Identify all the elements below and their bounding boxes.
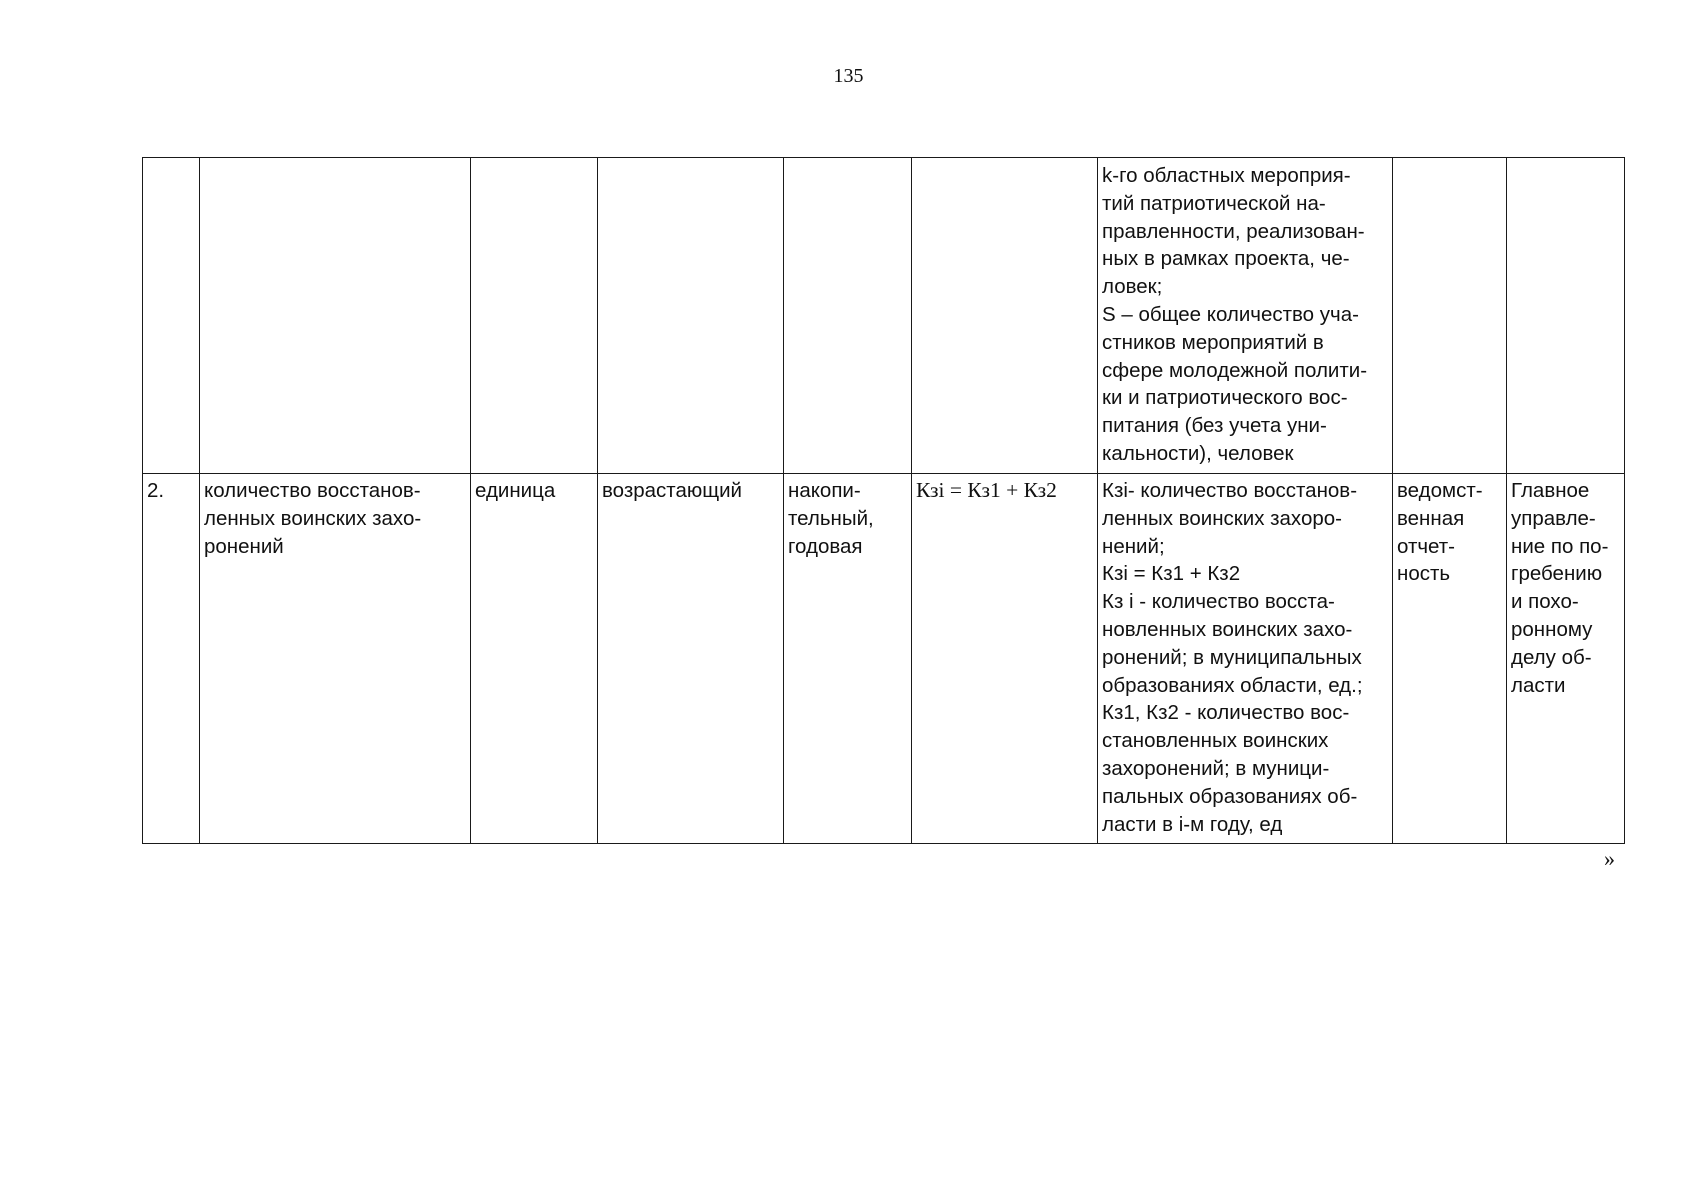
cell-number — [143, 158, 200, 474]
cell-indicator-name — [200, 158, 471, 474]
cell-formula-description: Кзi- количество восстанов- ленных воинских захоро- нений; Кзi = Кз1 + Кз2 Кз i - количество восста- новленных воинских захо- ронений; в муниципальных образованиях области, ед.; Кз1, Кз2 - количество вос- становленных воинских захоронений; в муници- пальных образованиях об- ласти в i-м году, ед — [1098, 474, 1393, 844]
table-row — [143, 474, 1625, 844]
closing-quote: » — [1604, 846, 1615, 871]
cell-indicator-name: количество восстанов- ленных воинских захо- ронений — [200, 474, 471, 844]
table-row — [143, 158, 1625, 474]
cell-indicator-type: накопи- тельный, годовая — [784, 474, 912, 844]
cell-indicator-type — [784, 158, 912, 474]
indicator-table — [142, 157, 1625, 844]
cell-data-source: ведомст- венная отчет- ность — [1393, 474, 1507, 844]
cell-number: 2. — [143, 474, 200, 844]
cell-unit — [471, 158, 598, 474]
cell-formula: Кзi = Кз1 + Кз2 — [912, 474, 1098, 844]
page-number: 135 — [833, 65, 864, 87]
cell-formula — [912, 158, 1098, 474]
cell-responsible: Главное управле- ние по по- гребению и похо- ронному делу об- ласти — [1507, 474, 1625, 844]
cell-responsible — [1507, 158, 1625, 474]
cell-trend: возрастающий — [598, 474, 784, 844]
cell-unit: единица — [471, 474, 598, 844]
cell-data-source — [1393, 158, 1507, 474]
cell-trend — [598, 158, 784, 474]
cell-formula-description: k-го областных мероприя- тий патриотической на- правленности, реализован- ных в рамках проекта, че- ловек; S – общее количество уча- стников мероприятий в сфере молодежной полити- ки и патриотического вос- питания (без учета уни- кальности), человек — [1098, 158, 1393, 474]
